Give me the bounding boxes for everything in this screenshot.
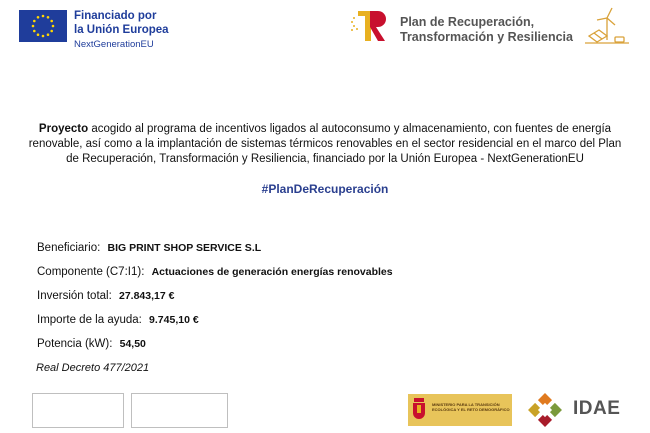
detail-row-beneficiario bbox=[37, 242, 261, 254]
idae-logo-icon bbox=[524, 392, 566, 428]
ministry-logo bbox=[408, 394, 512, 426]
detail-value: 27.843,17 € bbox=[119, 290, 175, 302]
project-lead: Proyecto bbox=[38, 123, 89, 135]
eu-funding-label bbox=[74, 9, 169, 52]
detail-label: Potencia (kW): bbox=[37, 338, 113, 350]
real-decreto: Real Decreto 477/2021 bbox=[36, 362, 150, 374]
hashtag: #PlanDeRecuperación bbox=[261, 182, 389, 196]
eu-flag-icon bbox=[19, 10, 67, 42]
project-description bbox=[22, 122, 628, 167]
detail-value: Actuaciones de generación energías renovables bbox=[151, 266, 393, 278]
detail-row-inversion bbox=[37, 290, 174, 302]
detail-label: Importe de la ayuda: bbox=[37, 314, 142, 326]
detail-value: 54,50 bbox=[119, 338, 146, 350]
recovery-plan-label bbox=[400, 15, 573, 45]
eu-line-3: NextGenerationEU bbox=[74, 39, 154, 50]
project-text: acogido al programa de incentivos ligados al autoconsumo y almacenamiento, con fuentes de energía renovable, así como a la implantación de sistemas térmicos renovables en el sector residencial en el marco del Plan de Recuperación, Transformación y Resiliencia, financiado por la Unión Europea - NextGenerationEU bbox=[28, 123, 622, 165]
blank-logo-box bbox=[32, 393, 124, 428]
coat-of-arms-icon bbox=[412, 398, 426, 422]
plan-line-2: Transformación y Resiliencia bbox=[400, 30, 573, 44]
detail-label: Componente (C7:I1): bbox=[37, 266, 145, 278]
idae-wordmark: IDAE bbox=[573, 398, 621, 419]
wind-solar-icon bbox=[585, 6, 629, 46]
detail-value: BIG PRINT SHOP SERVICE S.L bbox=[107, 242, 262, 254]
detail-value: 9.745,10 € bbox=[149, 314, 199, 326]
detail-row-potencia bbox=[37, 338, 146, 350]
detail-row-ayuda bbox=[37, 314, 199, 326]
eu-line-1: Financiado por bbox=[74, 10, 157, 22]
detail-row-componente bbox=[37, 266, 393, 278]
detail-label: Inversión total: bbox=[37, 290, 112, 302]
ministry-name: MINISTERIO PARA LA TRANSICIÓN ECOLÓGICA Y EL RETO DEMOGRÁFICO bbox=[432, 402, 510, 412]
blank-logo-box bbox=[131, 393, 228, 428]
recovery-plan-logo-icon bbox=[348, 8, 390, 44]
detail-label: Beneficiario: bbox=[37, 242, 101, 254]
plan-line-1: Plan de Recuperación, bbox=[400, 15, 535, 29]
eu-line-2: la Unión Europea bbox=[74, 24, 169, 36]
